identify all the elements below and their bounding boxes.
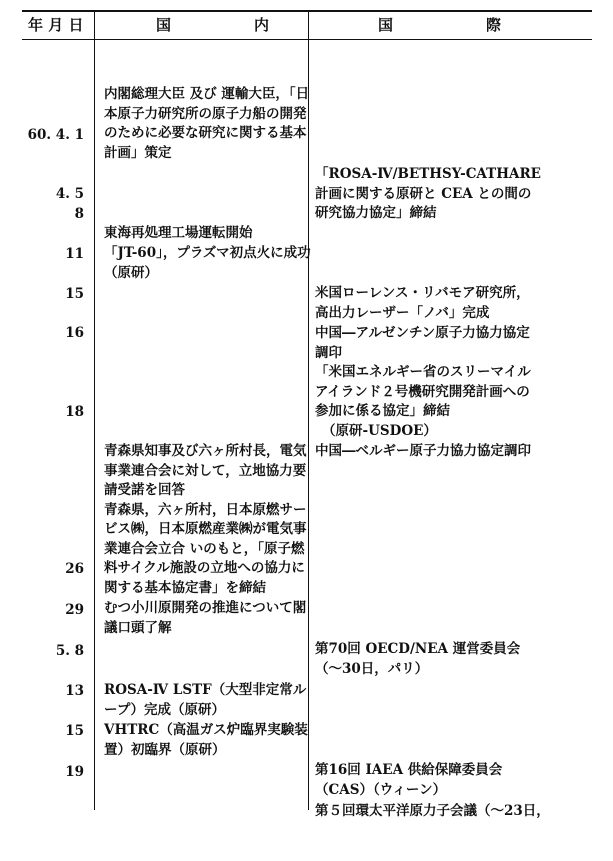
domestic-entry: 青森県知事及び六ヶ所村長，電気 事業連合会に対して，立地協力要 請受諾を回答 青森県，六ヶ所村，日本原燃サー ビス㈱，日本原燃産業㈱が電気事 業連合会立合 いのもと，「原子燃 料サイクル施設の立地への協力に 関する基本協定書」を締結 bbox=[104, 443, 307, 596]
date-cell: 29 bbox=[65, 602, 84, 618]
date-cell: 11 bbox=[65, 246, 84, 262]
date-cell: 18 bbox=[65, 404, 84, 420]
date-cell: 13 bbox=[65, 683, 84, 699]
intl-entry: 第70回 OECD/NEA 運営委員会 （～30日，パリ） bbox=[315, 641, 521, 677]
header-domestic-a: 国 bbox=[156, 16, 172, 34]
domestic-entry: VHTRC（高温ガス炉臨界実験装 置）初臨界（原研） bbox=[104, 722, 308, 758]
date-cell: 60. 4. 1 bbox=[27, 127, 84, 143]
intl-entry: 「ROSA-Ⅳ/BETHSY-CATHARE 計画に関する原研と CEA との間の 研究協力協定」締結 bbox=[315, 166, 541, 221]
date-cell: 4. 5 bbox=[55, 186, 84, 202]
domestic-entry: 「JT-60」，プラズマ初点火に成功 （原研） bbox=[104, 245, 311, 281]
domestic-entry: むつ小川原開発の推進について閣 議口頭了解 bbox=[104, 600, 307, 636]
domestic-entry: ROSA-Ⅳ LSTF（大型非定常ル ープ）完成（原研） bbox=[104, 682, 307, 718]
intl-entry: 中国―ベルギー原子力協力協定調印 bbox=[315, 443, 531, 459]
date-cell: 8 bbox=[74, 206, 84, 222]
date-cell: 19 bbox=[65, 764, 84, 780]
top-rule bbox=[22, 10, 592, 12]
domestic-entry: 内閣総理大臣 及び 運輸大臣，「日 本原子力研究所の原子力船の開発 のために必要な研究に関する基本 計画」策定 bbox=[104, 86, 310, 161]
date-cell: 16 bbox=[65, 325, 84, 341]
header-intl-b: 際 bbox=[486, 16, 502, 34]
intl-entry: 第５回環太平洋原力子会議（～23日， bbox=[315, 803, 550, 819]
divider-date bbox=[94, 10, 95, 810]
header-date: 年 月 日 bbox=[28, 16, 84, 34]
header-domestic-b: 内 bbox=[254, 16, 270, 34]
domestic-entry: 東海再処理工場運転開始 bbox=[104, 225, 253, 241]
intl-entry: 中国―アルゼンチン原子力協力協定 調印 bbox=[315, 325, 530, 361]
intl-entry: 「米国エネルギー省のスリーマイル アイランド２号機研究開発計画への 参加に係る協定」締結 （原研-USDOE） bbox=[315, 364, 531, 439]
intl-entry: 第16回 IAEA 供給保障委員会 （CAS）（ウィーン） bbox=[315, 762, 503, 798]
header-intl-a: 国 bbox=[378, 16, 394, 34]
date-cell: 15 bbox=[65, 723, 84, 739]
date-cell: 26 bbox=[65, 561, 84, 577]
header-rule bbox=[22, 39, 592, 40]
date-cell: 5. 8 bbox=[55, 643, 84, 659]
intl-entry: 米国ローレンス・リバモア研究所， 高出力レーザー「ノバ」完成 bbox=[315, 285, 530, 321]
date-cell: 15 bbox=[65, 286, 84, 302]
